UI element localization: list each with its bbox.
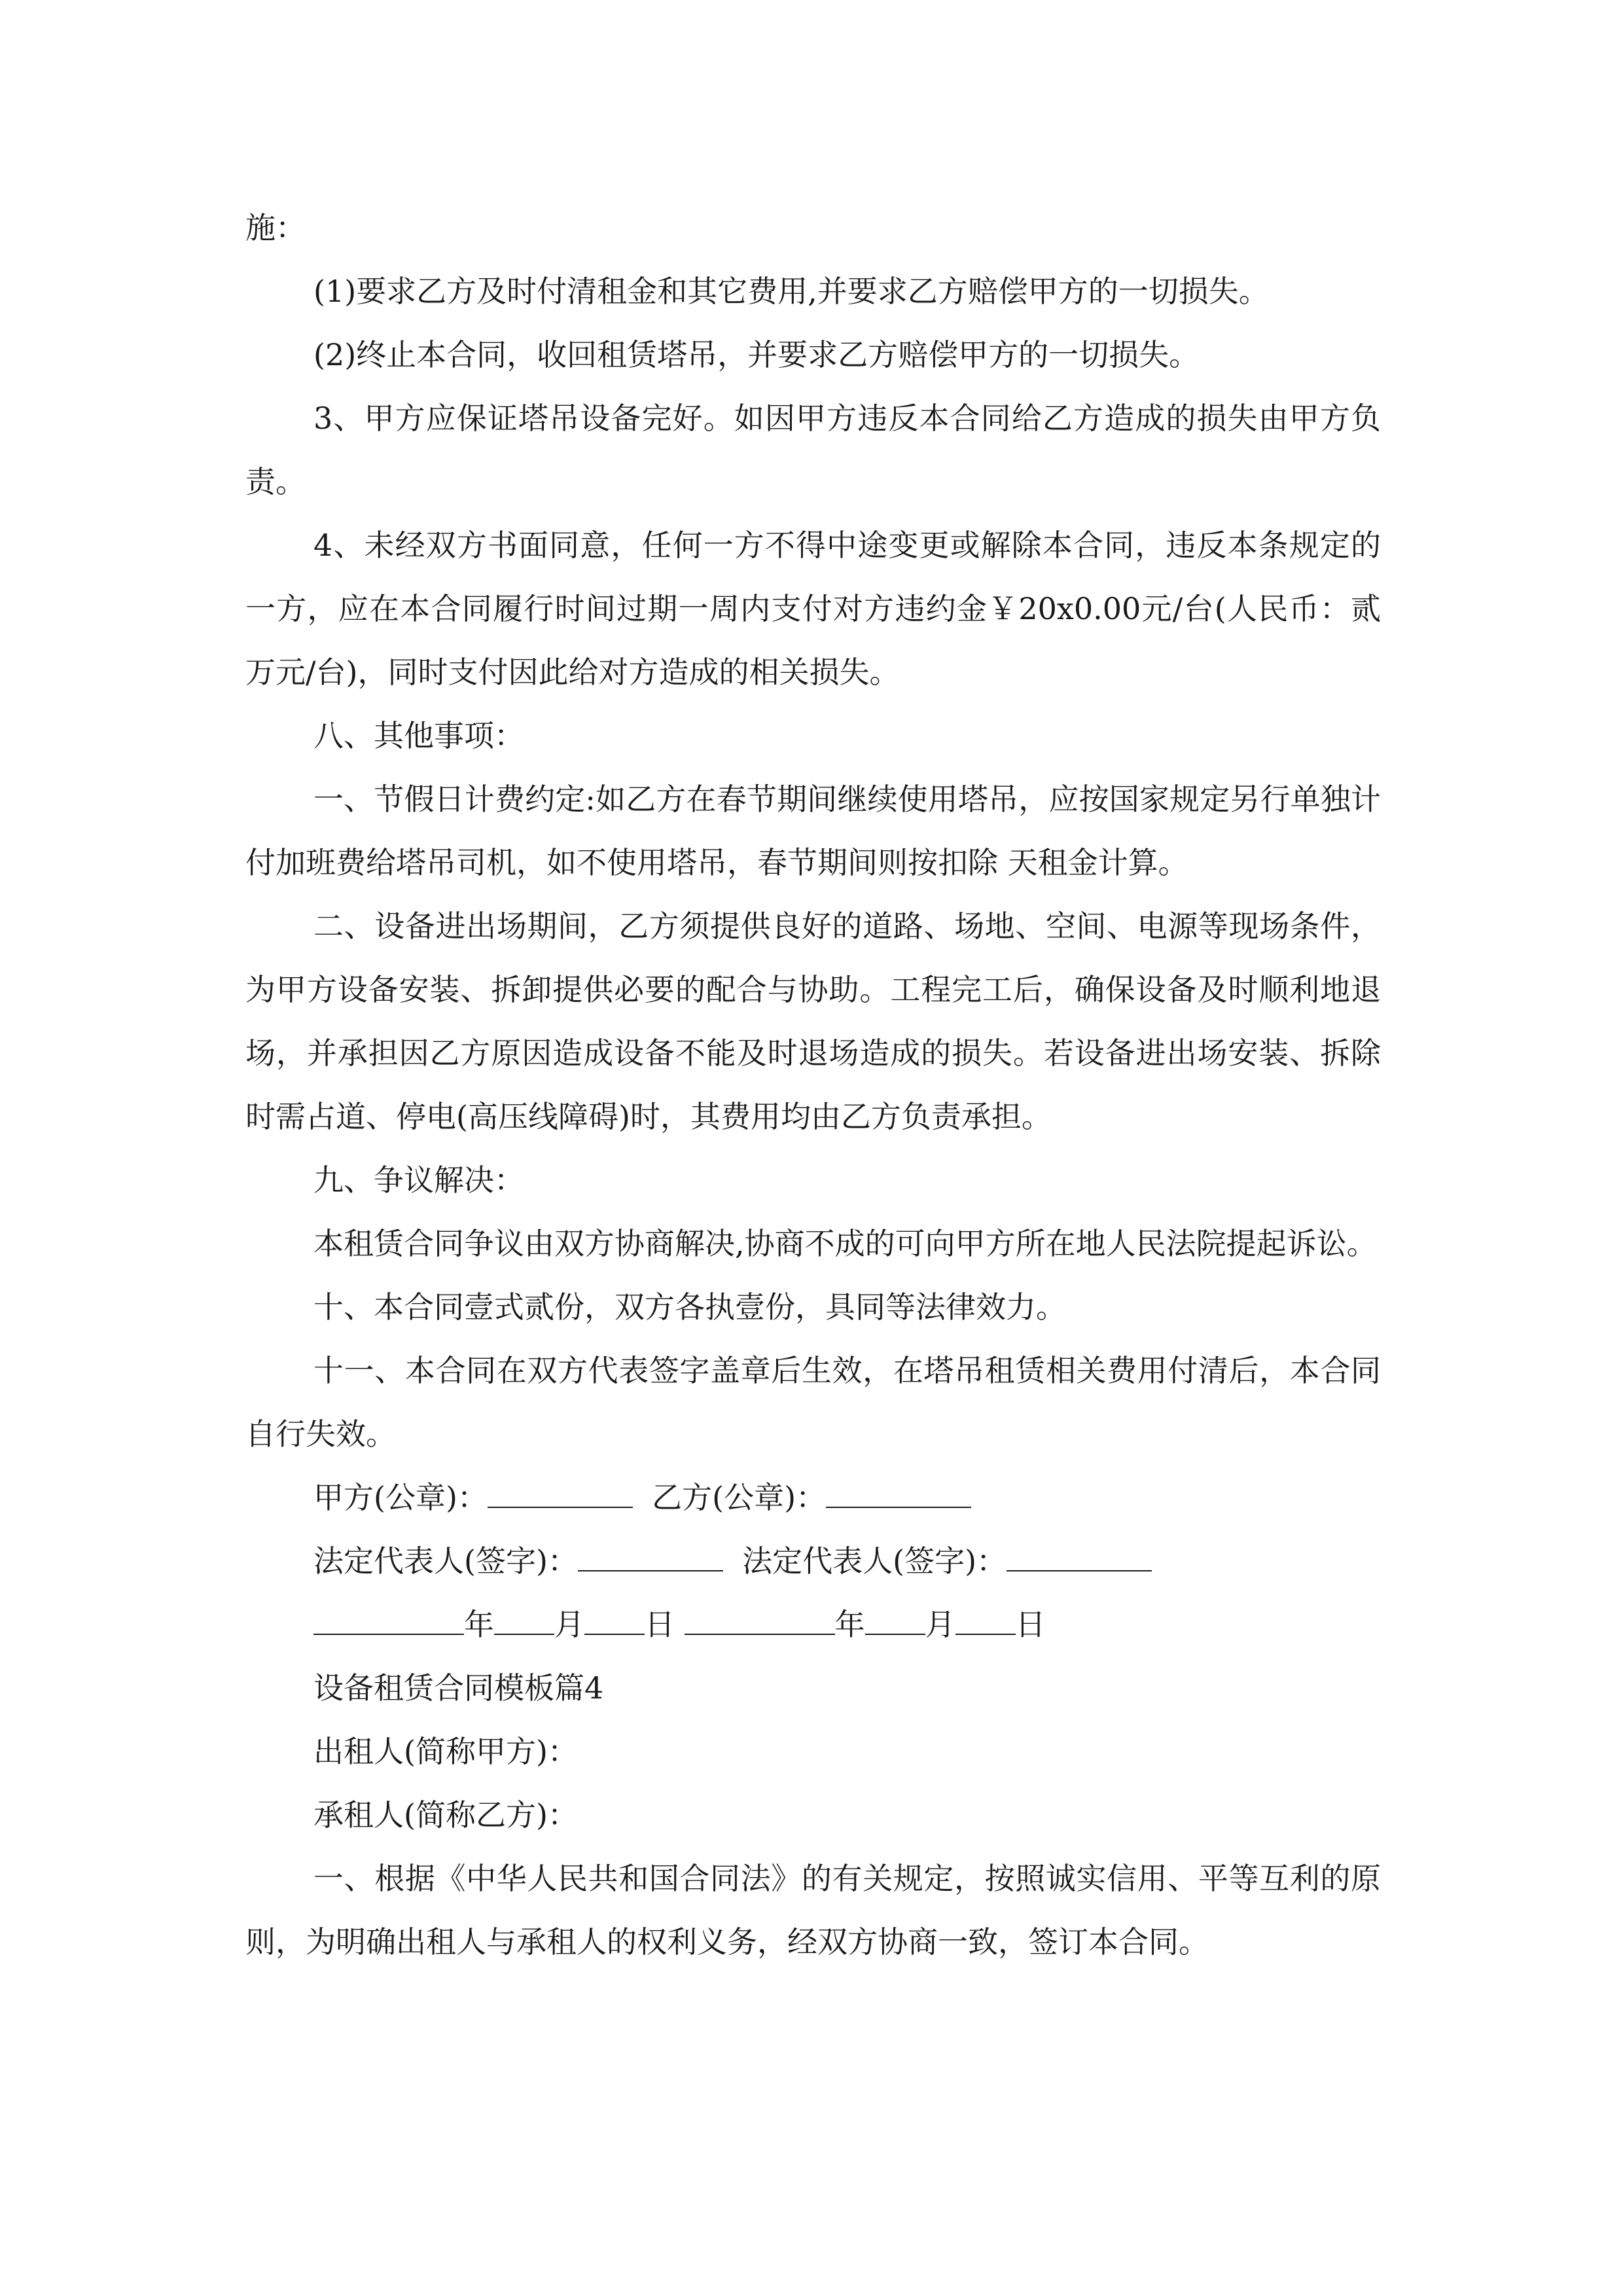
rep-b-blank	[1007, 1544, 1152, 1571]
date-b-day-blank	[955, 1607, 1016, 1635]
date-a-year-blank	[313, 1607, 464, 1635]
date-b-year-blank	[685, 1607, 835, 1635]
date-b-day-label: 日	[1015, 1607, 1046, 1642]
date-b-month-blank	[865, 1607, 925, 1635]
paragraph-clause-3: 3、甲方应保证塔吊设备完好。如因甲方违反本合同给乙方造成的损失由甲方负责。	[245, 401, 1381, 499]
signature-line-date	[245, 1593, 1381, 1657]
paragraph-dispute-resolution: 本租赁合同争议由双方协商解决,协商不成的可向甲方所在地人民法院提起诉讼。	[313, 1226, 1377, 1261]
section-heading-dispute: 九、争议解决：	[313, 1162, 524, 1198]
paragraph-effective: 十一、本合同在双方代表签字盖章后生效，在塔吊租赁相关费用付清后，本合同自行失效。	[245, 1353, 1381, 1452]
signature-line-seal	[245, 1466, 1381, 1530]
template-title: 设备租赁合同模板篇4	[313, 1670, 604, 1706]
lessor-line: 出租人(简称甲方)：	[313, 1734, 578, 1769]
date-a-month-label: 月	[554, 1607, 584, 1642]
party-b-seal-label: 乙方(公章)：	[652, 1480, 827, 1515]
document-body	[245, 196, 1381, 1974]
date-a-month-blank	[494, 1607, 554, 1635]
paragraph-item-1: (1)要求乙方及时付清租金和其它费用,并要求乙方赔偿甲方的一切损失。	[313, 274, 1269, 309]
paragraph-copies: 十、本合同壹式贰份，双方各执壹份，具同等法律效力。	[313, 1289, 1066, 1325]
paragraph-clause-4: 4、未经双方书面同意，任何一方不得中途变更或解除本合同，违反本条规定的一方，应在本合同履行时间过期一周内支付对方违约金￥20x0.00元/台(人民币：贰万元/台)，同时支付因此给对方造成的相关损失。	[245, 528, 1381, 690]
paragraph-equipment-entry-exit: 二、设备进出场期间，乙方须提供良好的道路、场地、空间、电源等现场条件，为甲方设备安装、拆卸提供必要的配合与协助。工程完工后，确保设备及时顺利地退场，并承担因乙方原因造成设备不能及时退场造成的损失。若设备进出场安装、拆除时需占道、停电(高压线障碍)时，其费用均由乙方负责承担。	[245, 908, 1381, 1134]
paragraph-item-2: (2)终止本合同，收回租赁塔吊，并要求乙方赔偿甲方的一切损失。	[313, 337, 1200, 372]
party-b-seal-blank	[826, 1480, 971, 1508]
party-a-seal-blank	[488, 1480, 633, 1508]
section-heading-other-matters: 八、其他事项：	[313, 718, 524, 753]
rep-b-label: 法定代表人(签字)：	[742, 1543, 1007, 1579]
paragraph-holiday-billing: 一、节假日计费约定:如乙方在春节期间继续使用塔吊，应按国家规定另行单独计付加班费给塔吊司机，如不使用塔吊，春节期间则按扣除 天租金计算。	[245, 781, 1381, 880]
rep-a-label: 法定代表人(签字)：	[313, 1543, 578, 1579]
date-b-year-label: 年	[834, 1607, 865, 1642]
lessee-line: 承租人(简称乙方)：	[313, 1797, 578, 1833]
paragraph-contract-law: 一、根据《中华人民共和国合同法》的有关规定，按照诚实信用、平等互利的原则，为明确出租人与承租人的权利义务，经双方协商一致，签订本合同。	[245, 1861, 1381, 1960]
date-a-year-label: 年	[464, 1607, 494, 1642]
date-a-day-blank	[584, 1607, 645, 1635]
signature-line-representative	[245, 1530, 1381, 1593]
date-b-month-label: 月	[925, 1607, 955, 1642]
date-a-day-label: 日	[645, 1607, 675, 1642]
rep-a-blank	[578, 1544, 723, 1571]
paragraph-continuation: 施：	[245, 210, 306, 245]
party-a-seal-label: 甲方(公章)：	[313, 1480, 488, 1515]
